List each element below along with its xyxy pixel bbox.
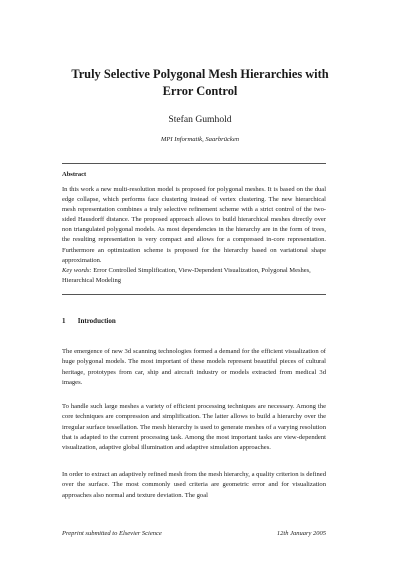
page-footer	[62, 530, 326, 537]
keywords	[62, 266, 326, 286]
keywords-text: Error Controlled Simplification, View-Dependent Visualization, Polygonal Meshes, Hierarchical Modeling	[62, 267, 311, 285]
paper-title	[40, 66, 360, 100]
keywords-label: Key words:	[62, 267, 92, 274]
title-line-1: Truly Selective Polygonal Mesh Hierarchies with	[71, 67, 329, 81]
section-heading	[62, 317, 116, 325]
footer-preprint-note: Preprint submitted to Elsevier Science	[62, 530, 162, 537]
title-line-2: Error Control	[162, 84, 238, 98]
section-number: 1	[62, 317, 66, 325]
abstract-bottom-rule	[62, 294, 326, 295]
body-paragraph-2: To handle such large meshes a variety of efficient processing techniques are necessary. Among the core techniques are compression and simplification. The latter allows to build a hierarchy over the irregular surface tessellation. The mesh hierarchy is used to generate meshes of a varying resolution that is adapted to the current processing task. Among the most important tasks are view-dependent visualization, adaptive global illumination and adaptive simulation approaches.	[62, 403, 326, 452]
abstract-heading: Abstract	[62, 171, 87, 178]
body-paragraph-3: In order to extract an adaptively refined mesh from the mesh hierarchy, a quality criterion is defined over the surface. The most commonly used criteria are geometric error and for visualization approaches also normal and texture deviation. The goal	[62, 471, 326, 499]
footer-date: 12th January 2005	[276, 530, 326, 537]
body-paragraph-1: The emergence of new 3d scanning technologies formed a demand for the efficient visualization of huge polygonal models. The most important of these models represent beautiful pieces of cultural heritage, prototypes from car, ship and aircraft industry or models extracted from medical 3d images.	[62, 348, 326, 386]
section-title: Introduction	[77, 317, 116, 325]
author-affiliation: MPI Informatik, Saarbrücken	[160, 136, 240, 143]
abstract-text: In this work a new multi-resolution model is proposed for polygonal meshes. It is based on the dual edge collapse, which performs face clustering instead of vertex clustering. The new hierarchical mesh representation combines a truly selective refinement scheme with a strict control of the two-sided Hausdorff distance. The proposed approach allows to build hierarchical meshes directly over non triangulated polygonal models. As most dependencies in the hierarchy are in the form of trees, the resulting representation is very compact and allows for a compressed in-core representation. Furthermore an optimization scheme is proposed for the hierarchy based on variational shape approximation.	[62, 186, 326, 264]
abstract-top-rule	[62, 163, 326, 164]
author-name: Stefan Gumhold	[168, 114, 232, 125]
